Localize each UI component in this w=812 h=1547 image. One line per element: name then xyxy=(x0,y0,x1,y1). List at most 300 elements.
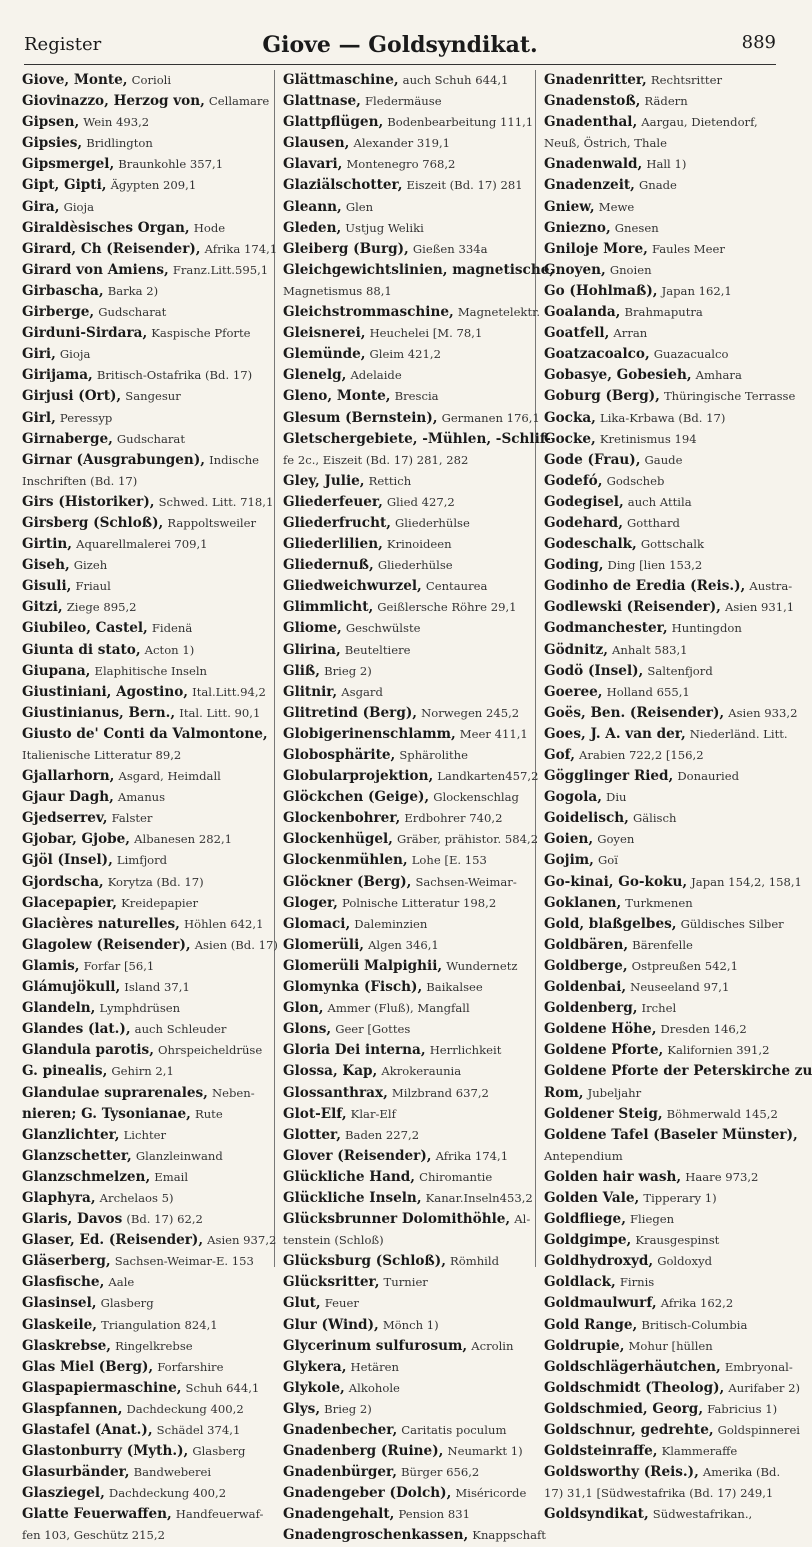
entry-term: Gnadenritter, xyxy=(544,72,647,88)
entry-term: Gniew, xyxy=(544,198,595,215)
entry-term: Godlewski (Reisender), xyxy=(544,599,721,616)
entry-reference: Godscheb xyxy=(606,473,665,488)
entry-reference: Antependium xyxy=(544,1148,623,1163)
index-entry xyxy=(283,935,531,956)
entry-reference: Rädern xyxy=(644,94,688,109)
index-entry xyxy=(283,471,531,492)
index-entry xyxy=(544,682,792,703)
entry-term: Goklanen, xyxy=(544,894,622,911)
entry-reference: Mohur [hüllen xyxy=(628,1338,713,1353)
entry-reference: Bärenfelle xyxy=(632,937,693,952)
entry-reference: Goldoxyd xyxy=(657,1254,713,1269)
entry-reference: Haare 973,2 xyxy=(685,1169,759,1184)
entry-term: Goldbären, xyxy=(544,936,629,953)
entry-reference: Gnesen xyxy=(614,220,659,235)
index-entry xyxy=(283,745,531,766)
index-entry xyxy=(544,1104,792,1125)
entry-reference: Gliederhülse xyxy=(395,515,470,530)
entry-reference: Gräber, prähistor. 584,2 xyxy=(396,832,539,847)
index-entry xyxy=(283,1462,531,1483)
entry-term: Glenelg, xyxy=(283,367,347,384)
entry-term: Gleichgewichtslinien, magnetische, xyxy=(283,261,555,278)
entry-reference: Arabien 722,2 [156,2 xyxy=(579,748,704,762)
entry-term: Gipsen, xyxy=(22,114,80,131)
index-entry xyxy=(544,555,792,576)
entry-term: Glandeln, xyxy=(22,1000,96,1017)
index-entry xyxy=(283,1441,531,1462)
entry-term: Glücksbrunner Dolomithöhle, xyxy=(283,1211,511,1228)
entry-reference: Ziege 895,2 xyxy=(66,600,137,615)
entry-term: Gleann, xyxy=(283,198,342,215)
entry-term: Glur (Wind), xyxy=(283,1316,379,1333)
index-entry xyxy=(283,703,531,724)
entry-reference: Cellamare xyxy=(208,94,270,109)
index-entry xyxy=(22,1336,270,1357)
index-column-1 xyxy=(22,70,278,1543)
index-entry xyxy=(283,1504,531,1525)
entry-reference: Ägypten 209,1 xyxy=(110,178,197,193)
entry-reference: Sangesur xyxy=(125,389,181,404)
header-register: Register xyxy=(24,34,102,55)
entry-term: Glimmlicht, xyxy=(283,599,374,616)
index-entry xyxy=(22,513,270,534)
entry-reference: Gälisch xyxy=(632,811,677,826)
index-entry xyxy=(544,1272,792,1293)
index-entry xyxy=(544,703,798,724)
entry-term: Goien, xyxy=(544,831,594,848)
entry-term: Glaris, Davos xyxy=(22,1211,123,1228)
entry-reference: Gizeh xyxy=(73,558,108,573)
entry-reference: Asien 931,1 xyxy=(724,600,795,615)
entry-reference: Eiszeit (Bd. 17) 281 xyxy=(406,178,523,193)
entry-reference: Polnische Litteratur 198,2 xyxy=(341,895,497,910)
entry-reference: Asgard, Heimdall xyxy=(118,769,221,784)
index-entry xyxy=(544,1061,812,1082)
entry-term: Glacepapier, xyxy=(22,894,118,911)
index-entry xyxy=(544,1083,792,1104)
entry-term: Glaskrebse, xyxy=(22,1337,112,1354)
entry-term: Goës, Ben. (Reisender), xyxy=(544,704,725,721)
index-entry xyxy=(283,872,531,893)
index-entry xyxy=(283,133,531,154)
index-entry xyxy=(22,197,270,218)
entry-reference: Inschriften (Bd. 17) xyxy=(22,473,138,488)
index-entry xyxy=(283,1315,531,1336)
entry-term: Glastafel (Anat.), xyxy=(22,1422,153,1438)
index-entry xyxy=(283,239,531,260)
index-entry xyxy=(283,154,531,175)
entry-reference: Bridlington xyxy=(86,136,153,151)
entry-reference: Feuer xyxy=(324,1296,359,1311)
entry-term: Girijama, xyxy=(22,367,93,384)
entry-term: Gnadenwald, xyxy=(544,156,643,173)
entry-reference: Germanen 176,1 xyxy=(441,410,540,425)
entry-reference: Alkohole xyxy=(348,1380,400,1395)
entry-reference: Forfarshire xyxy=(157,1359,224,1374)
entry-reference: Chiromantie xyxy=(419,1169,493,1184)
entry-term: Giseh, xyxy=(22,557,70,574)
index-entry xyxy=(544,618,792,639)
index-entry xyxy=(22,133,270,154)
entry-reference: Neuseeland 97,1 xyxy=(630,980,730,995)
entry-term: Godö (Insel), xyxy=(544,662,644,679)
index-entry xyxy=(22,323,270,344)
index-entry xyxy=(283,977,531,998)
index-entry xyxy=(283,1293,531,1314)
entry-term: Giunta di stato, xyxy=(22,641,141,658)
index-entry xyxy=(544,154,792,175)
index-entry xyxy=(22,872,270,893)
entry-term: Godeschalk, xyxy=(544,536,637,553)
entry-term: Glockenbohrer, xyxy=(283,810,401,827)
entry-reference: Klar-Elf xyxy=(350,1106,396,1121)
index-entry xyxy=(544,429,792,450)
entry-reference: Schädel 374,1 xyxy=(156,1423,241,1437)
entry-term: Gojim, xyxy=(544,852,594,869)
entry-reference: Indische xyxy=(209,452,260,467)
entry-reference: Irchel xyxy=(641,1001,677,1016)
entry-reference: Ringelkrebse xyxy=(115,1338,193,1353)
index-entry xyxy=(544,112,792,133)
index-entry xyxy=(22,618,270,639)
entry-term: Glesum (Bernstein), xyxy=(283,409,438,426)
entry-term: Glykera, xyxy=(283,1358,347,1375)
index-entry xyxy=(544,977,792,998)
entry-reference: Centaurea xyxy=(425,579,488,594)
entry-term: Gjobar, Gjobe, xyxy=(22,831,131,848)
entry-reference: Höhlen 642,1 xyxy=(183,916,264,931)
entry-reference: Heuchelei [M. 78,1 xyxy=(369,326,483,341)
entry-reference: Tipperary 1) xyxy=(643,1190,717,1205)
entry-reference: Fabricius 1) xyxy=(707,1401,778,1416)
entry-term: Giove, Monte, xyxy=(22,72,128,88)
entry-term: Glandulae suprarenales, xyxy=(22,1084,208,1101)
entry-term: Go-kinai, Go-koku, xyxy=(544,873,688,890)
entry-term: Gläserberg, xyxy=(22,1253,111,1270)
index-entry xyxy=(22,1167,270,1188)
index-entry xyxy=(22,1504,270,1525)
index-entry xyxy=(283,555,531,576)
index-entry xyxy=(22,1525,270,1546)
entry-reference: Embryonal- xyxy=(724,1359,793,1374)
entry-term: Giupana, xyxy=(22,662,91,679)
index-entry xyxy=(544,133,792,154)
entry-term: Gletschergebiete, -Mühlen, -Schlif- xyxy=(283,430,551,447)
entry-reference: Kaspische Pforte xyxy=(151,326,251,341)
entry-reference: Fidenä xyxy=(151,621,193,636)
entry-reference: Herrlichkeit xyxy=(429,1043,502,1058)
entry-term: Gira, xyxy=(22,198,60,215)
index-entry xyxy=(544,471,792,492)
entry-term: Goldsteinraffe, xyxy=(544,1443,658,1460)
entry-reference: Fliegen xyxy=(630,1212,675,1227)
index-entry xyxy=(283,1146,531,1167)
index-entry xyxy=(22,471,270,492)
entry-reference: Japan 154,2, 158,1 xyxy=(691,874,802,889)
index-entry xyxy=(22,956,270,977)
index-columns xyxy=(22,70,812,1544)
entry-reference: Gudscharat xyxy=(116,431,186,446)
index-entry xyxy=(22,534,270,555)
index-entry xyxy=(283,323,531,344)
entry-term: Glanzschmelzen, xyxy=(22,1168,151,1185)
entry-reference: Milzbrand 637,2 xyxy=(391,1085,489,1100)
entry-reference: Dachdeckung 400,2 xyxy=(108,1486,227,1501)
index-entry xyxy=(22,1125,270,1146)
index-entry xyxy=(22,1441,270,1462)
index-entry xyxy=(22,893,270,914)
entry-reference: Glasberg xyxy=(100,1296,154,1311)
entry-reference: Geer [Gottes xyxy=(335,1022,411,1037)
entry-term: Gnadenstoß, xyxy=(544,93,641,110)
index-entry xyxy=(544,197,792,218)
entry-reference: Südwestafrikan., xyxy=(652,1507,753,1522)
entry-reference: Aale xyxy=(108,1275,135,1290)
entry-term: Gjallarhorn, xyxy=(22,768,115,785)
entry-term: Gnadenzeit, xyxy=(544,177,635,194)
entry-term: Gliederlilien, xyxy=(283,536,383,553)
index-entry xyxy=(22,112,270,133)
index-entry xyxy=(22,1019,270,1040)
entry-term: Giraldèsisches Organ, xyxy=(22,219,190,236)
entry-reference: Amanus xyxy=(117,790,166,805)
index-entry xyxy=(544,1209,792,1230)
entry-reference: Asien 937,2 xyxy=(207,1233,277,1248)
entry-reference: Gioja xyxy=(59,347,91,362)
entry-reference: Corioli xyxy=(131,73,172,87)
index-entry xyxy=(22,70,270,91)
index-entry xyxy=(544,1441,792,1462)
entry-term: Gisuli, xyxy=(22,578,72,595)
index-entry xyxy=(22,745,270,766)
entry-term: Glover (Reisender), xyxy=(283,1147,432,1164)
index-entry xyxy=(283,1336,531,1357)
index-entry xyxy=(283,893,531,914)
entry-reference: Asien 933,2 xyxy=(728,705,798,720)
entry-term: Glamis, xyxy=(22,957,80,974)
entry-reference: Island 37,1 xyxy=(124,980,190,995)
index-entry xyxy=(283,787,531,808)
entry-term: Glandula parotis, xyxy=(22,1042,154,1059)
entry-term: Glas Miel (Berg), xyxy=(22,1358,154,1375)
entry-term: Girard, Ch (Reisender), xyxy=(22,240,201,257)
entry-term: Glockenhügel, xyxy=(283,831,393,848)
index-entry xyxy=(283,914,531,935)
entry-term: Glot-Elf, xyxy=(283,1105,347,1122)
entry-reference: Ustjug Weliki xyxy=(345,220,424,235)
index-entry xyxy=(22,766,270,787)
entry-reference: Forfar [56,1 xyxy=(83,958,155,973)
entry-reference: Aquarellmalerei 709,1 xyxy=(76,537,208,552)
index-entry xyxy=(283,1272,531,1293)
entry-term: Gogola, xyxy=(544,789,602,806)
index-entry xyxy=(22,914,270,935)
entry-term: Girnar (Ausgrabungen), xyxy=(22,451,205,468)
entry-reference: Asgard xyxy=(341,684,383,699)
entry-term: Goldene Höhe, xyxy=(544,1021,657,1038)
entry-reference: Italienische Litteratur 89,2 xyxy=(22,748,182,762)
entry-term: Glaphyra, xyxy=(22,1189,96,1206)
index-entry xyxy=(283,1525,546,1546)
entry-term: Gnadenbürger, xyxy=(283,1464,397,1481)
page-header xyxy=(24,24,776,60)
entry-reference: Afrika 162,2 xyxy=(660,1296,734,1311)
entry-term: Glycerinum sulfurosum, xyxy=(283,1337,468,1354)
entry-reference: Bodenbearbeitung 111,1 xyxy=(387,115,534,130)
entry-reference: Krinoideen xyxy=(386,537,452,552)
index-entry xyxy=(283,260,555,281)
index-entry xyxy=(283,344,531,365)
index-entry xyxy=(283,998,531,1019)
entry-reference: Falster xyxy=(111,811,153,826)
index-entry xyxy=(544,1483,792,1504)
entry-reference: Dachdeckung 400,2 xyxy=(126,1401,244,1416)
entry-reference: Friaul xyxy=(75,579,111,594)
entry-term: Gjedserrev, xyxy=(22,810,108,827)
entry-reference: Geißlersche Röhre 29,1 xyxy=(377,600,517,615)
entry-term: Glut, xyxy=(283,1295,321,1312)
index-entry xyxy=(283,829,539,850)
entry-term: Glossanthrax, xyxy=(283,1084,388,1101)
index-entry xyxy=(544,640,792,661)
entry-term: Glausen, xyxy=(283,135,350,152)
index-entry xyxy=(283,597,531,618)
entry-reference: Franz.Litt.595,1 xyxy=(172,262,269,277)
index-entry xyxy=(22,977,270,998)
index-entry xyxy=(283,640,531,661)
entry-reference: Anhalt 583,1 xyxy=(612,642,688,657)
index-entry xyxy=(544,1125,798,1146)
entry-term: Gliedweichwurzel, xyxy=(283,578,422,595)
entry-reference: Jubeljahr xyxy=(587,1085,642,1100)
entry-term: Goldene Pforte der Peterskirche zu xyxy=(544,1063,812,1080)
entry-reference: Goldspinnerei xyxy=(717,1423,801,1437)
index-entry xyxy=(283,1399,531,1420)
entry-reference: Handfeuerwaf- xyxy=(175,1507,264,1522)
index-entry xyxy=(544,1336,792,1357)
index-entry xyxy=(22,492,274,513)
entry-reference: Kalifornien 391,2 xyxy=(667,1043,770,1058)
entry-reference: Huntingdon xyxy=(671,621,742,636)
index-entry xyxy=(22,91,270,112)
entry-term: Gnoyen, xyxy=(544,261,606,278)
index-entry xyxy=(22,808,270,829)
entry-term: Giustiniani, Agostino, xyxy=(22,683,189,700)
entry-term: Gnadengroschenkassen, xyxy=(283,1527,469,1544)
index-entry xyxy=(22,260,270,281)
index-entry xyxy=(544,450,792,471)
index-entry xyxy=(22,344,270,365)
entry-term: Goding, xyxy=(544,557,604,574)
entry-term: Globosphärite, xyxy=(283,747,396,763)
entry-reference: Kretinismus 194 xyxy=(599,431,697,446)
entry-reference: Böhmerwald 145,2 xyxy=(666,1106,778,1121)
entry-term: Glöckchen (Geige), xyxy=(283,789,430,806)
entry-term: Gniloje More, xyxy=(544,240,648,257)
entry-term: Girtin, xyxy=(22,536,72,553)
entry-term: Girbascha, xyxy=(22,282,104,299)
entry-term: Goldhydroxyd, xyxy=(544,1253,654,1270)
index-entry xyxy=(544,1504,792,1525)
entry-reference: Acton 1) xyxy=(144,642,195,657)
entry-reference: Ital. Litt. 90,1 xyxy=(179,705,261,720)
entry-term: Glückliche Hand, xyxy=(283,1168,415,1185)
entry-reference: Kreidepapier xyxy=(121,895,199,910)
index-entry xyxy=(544,1462,792,1483)
entry-term: Goes, J. A. van der, xyxy=(544,725,686,742)
entry-term: nieren; G. Tysonianae, xyxy=(22,1105,191,1122)
entry-term: Gliederfeuer, xyxy=(283,493,383,510)
entry-reference: Gotthard xyxy=(627,515,680,530)
entry-term: Glemünde, xyxy=(283,346,366,363)
entry-reference: Ohrspeicheldrüse xyxy=(158,1043,263,1058)
entry-reference: Hode xyxy=(193,220,226,235)
entry-reference: Gudscharat xyxy=(98,305,167,320)
entry-reference: Gioja xyxy=(63,199,95,214)
index-entry xyxy=(544,534,792,555)
entry-term: Gögglinger Ried, xyxy=(544,768,674,785)
entry-term: Girl, xyxy=(22,409,56,426)
index-entry xyxy=(283,513,531,534)
entry-reference: Goï xyxy=(597,853,618,868)
index-entry xyxy=(22,1188,270,1209)
entry-reference: Fledermäuse xyxy=(364,94,442,109)
index-entry xyxy=(283,1061,531,1082)
index-entry xyxy=(283,1167,531,1188)
entry-term: Gliedernuß, xyxy=(283,557,374,574)
entry-reference: fe 2c., Eiszeit (Bd. 17) 281, 282 xyxy=(283,452,469,467)
entry-term: Glättmaschine, xyxy=(283,72,399,88)
entry-reference: Sachsen-Weimar-E. 153 xyxy=(114,1254,254,1269)
entry-term: Gobasye, Gobesieh, xyxy=(544,367,692,384)
entry-term: Glaspapiermaschine, xyxy=(22,1379,182,1396)
index-entry xyxy=(544,323,792,344)
index-entry xyxy=(22,1040,270,1061)
index-entry xyxy=(22,1146,270,1167)
index-entry xyxy=(544,1230,792,1251)
index-entry xyxy=(22,239,278,260)
index-entry xyxy=(544,302,792,323)
entry-reference: Limfjord xyxy=(116,853,168,868)
entry-reference: Alexander 319,1 xyxy=(353,136,451,151)
entry-reference: Gnoien xyxy=(609,262,652,277)
entry-reference: Turkmenen xyxy=(625,895,693,910)
entry-reference: Hall 1) xyxy=(646,157,687,172)
index-entry xyxy=(22,281,270,302)
index-entry xyxy=(22,1272,270,1293)
entry-reference: Gehirn 2,1 xyxy=(111,1064,174,1079)
index-entry xyxy=(544,408,792,429)
entry-term: Girsberg (Schloß), xyxy=(22,514,164,531)
index-entry xyxy=(283,365,531,386)
entry-term: Gniezno, xyxy=(544,219,611,236)
entry-reference: Glasberg xyxy=(192,1444,246,1459)
entry-term: Glandes (lat.), xyxy=(22,1021,131,1038)
index-entry xyxy=(544,1040,792,1061)
entry-term: Glotter, xyxy=(283,1126,341,1143)
entry-term: Glykole, xyxy=(283,1379,345,1396)
entry-reference: Bandweberei xyxy=(133,1465,212,1480)
entry-reference: Albanesen 282,1 xyxy=(134,832,233,847)
index-entry xyxy=(22,555,270,576)
index-entry xyxy=(22,175,270,196)
page-title: Giove — Goldsyndikat. xyxy=(262,32,538,58)
index-entry xyxy=(283,1230,531,1251)
index-entry xyxy=(283,766,539,787)
entry-reference: Afrika 174,1 xyxy=(435,1148,509,1163)
index-entry xyxy=(544,1293,792,1314)
index-entry xyxy=(544,1188,792,1209)
